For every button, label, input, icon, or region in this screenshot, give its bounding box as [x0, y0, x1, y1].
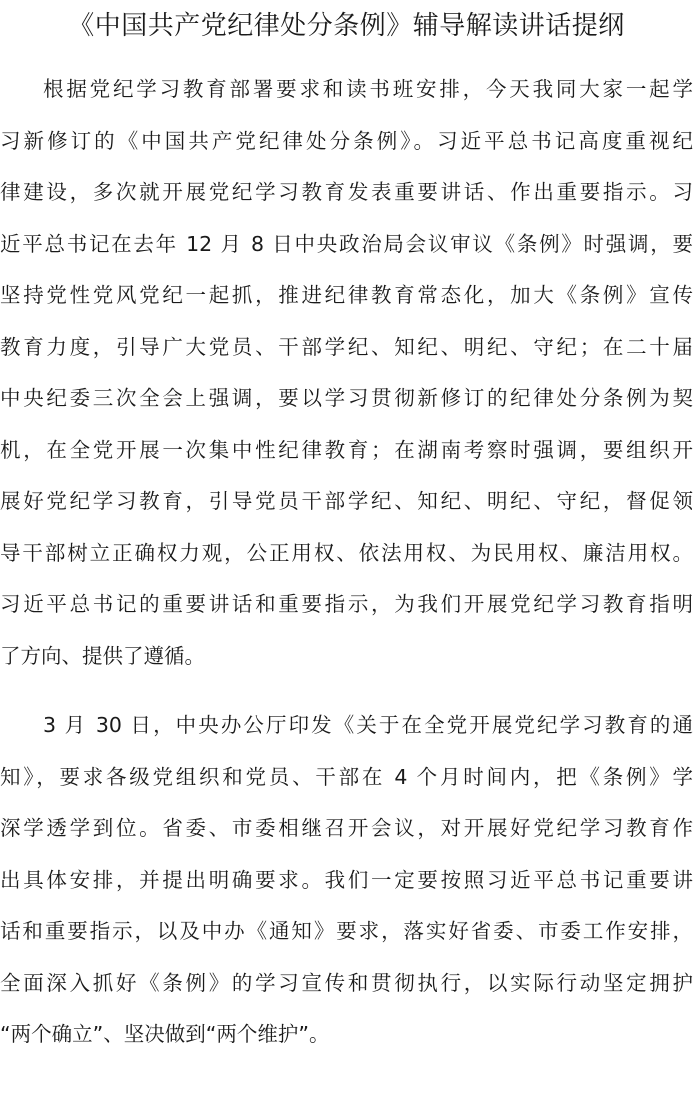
paragraph-line: 习新修订的《中国共产党纪律处分条例》。习近平总书记高度重视纪 [0, 128, 693, 153]
paragraph-line: 导干部树立正确权力观，公正用权、依法用权、为民用权、廉洁用权。 [0, 540, 693, 565]
paragraph-line: 中央纪委三次全会上强调，要以学习贯彻新修订的纪律处分条例为契 [0, 386, 693, 410]
paragraph-line: 机，在全党开展一次集中性纪律教育；在湖南考察时强调，要组织开 [0, 437, 693, 462]
paragraph-line: 3 月 30 日，中央办公厅印发《关于在全党开展党纪学习教育的通 [43, 713, 693, 737]
document-title: 《中国共产党纪律处分条例》辅导解读讲话提纲 [68, 11, 625, 41]
paragraph-line: 近平总书记在去年 12 月 8 日中央政治局会议审议《条例》时强调，要 [0, 231, 693, 256]
paragraph-line: 话和重要指示，以及中办《通知》要求，落实好省委、市委工作安排， [0, 919, 693, 943]
paragraph-2 [0, 700, 693, 1061]
paragraph-1 [0, 64, 693, 682]
paragraph-line: 知》，要求各级党组织和党员、干部在 4 个月时间内，把《条例》学 [0, 764, 693, 789]
paragraph-line: 教育力度，引导广大党员、干部学纪、知纪、明纪、守纪；在二十届 [0, 334, 693, 359]
paragraph-line: 深学透学到位。省委、市委相继召开会议，对开展好党纪学习教育作 [0, 816, 693, 840]
paragraph-line: “两个确立”、坚决做到“两个维护”。 [0, 1022, 330, 1046]
paragraph-line: 了方向、提供了遵循。 [0, 643, 205, 668]
paragraph-line: 全面深入抓好《条例》的学习宣传和贯彻执行，以实际行动坚定拥护 [0, 970, 693, 995]
paragraph-line: 坚持党性党风党纪一起抓，推进纪律教育常态化，加大《条例》宣传 [0, 283, 693, 307]
paragraph-line: 律建设，多次就开展党纪学习教育发表重要讲话、作出重要指示。习 [0, 180, 693, 204]
paragraph-line: 习近平总书记的重要讲话和重要指示，为我们开展党纪学习教育指明 [0, 592, 693, 616]
paragraph-line: 展好党纪学习教育，引导党员干部学纪、知纪、明纪、守纪，督促领 [0, 489, 693, 513]
paragraph-line: 根据党纪学习教育部署要求和读书班安排，今天我同大家一起学 [43, 77, 693, 101]
paragraph-line: 出具体安排，并提出明确要求。我们一定要按照习近平总书记重要讲 [0, 867, 693, 892]
